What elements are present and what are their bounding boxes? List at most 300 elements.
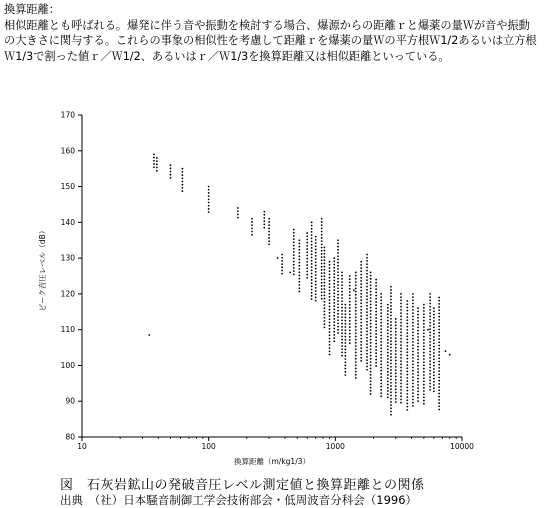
data-point bbox=[349, 288, 351, 290]
data-point bbox=[406, 348, 408, 350]
data-point bbox=[406, 393, 408, 395]
data-point bbox=[360, 350, 362, 352]
data-point bbox=[170, 171, 172, 173]
data-point bbox=[337, 275, 339, 277]
data-point bbox=[380, 322, 382, 324]
data-point bbox=[311, 244, 313, 246]
data-point bbox=[311, 289, 313, 291]
data-point bbox=[395, 398, 397, 400]
data-point bbox=[349, 314, 351, 316]
data-point bbox=[156, 167, 158, 169]
data-point bbox=[390, 375, 392, 377]
data-point bbox=[321, 256, 323, 258]
data-point bbox=[387, 361, 389, 363]
data-point bbox=[208, 205, 210, 207]
data-point bbox=[429, 306, 431, 308]
data-point bbox=[387, 326, 389, 328]
data-point bbox=[360, 302, 362, 304]
data-point bbox=[268, 234, 270, 236]
data-point bbox=[306, 248, 308, 250]
data-point bbox=[390, 343, 392, 345]
data-point bbox=[329, 302, 331, 304]
data-point bbox=[406, 355, 408, 357]
data-point bbox=[329, 264, 331, 266]
data-point bbox=[324, 282, 326, 284]
data-point bbox=[370, 361, 372, 363]
data-point bbox=[329, 283, 331, 285]
y-tick-label: 100 bbox=[60, 360, 75, 370]
data-point bbox=[298, 255, 300, 257]
data-point bbox=[433, 343, 435, 345]
data-point bbox=[412, 370, 414, 372]
data-point bbox=[315, 252, 317, 254]
data-point bbox=[438, 309, 440, 311]
data-point bbox=[429, 357, 431, 359]
data-point bbox=[423, 333, 425, 335]
data-point bbox=[433, 346, 435, 348]
data-point bbox=[406, 300, 408, 302]
data-point bbox=[400, 360, 402, 362]
data-point bbox=[417, 384, 419, 386]
data-point bbox=[380, 299, 382, 301]
data-point bbox=[380, 392, 382, 394]
data-point bbox=[417, 378, 419, 380]
data-point bbox=[433, 352, 435, 354]
data-point bbox=[412, 341, 414, 343]
data-point bbox=[400, 338, 402, 340]
data-point bbox=[375, 336, 377, 338]
data-point bbox=[387, 345, 389, 347]
data-point bbox=[321, 266, 323, 268]
data-point bbox=[298, 268, 300, 270]
data-point bbox=[349, 339, 351, 341]
data-point bbox=[311, 285, 313, 287]
data-point bbox=[429, 315, 431, 317]
data-point bbox=[366, 298, 368, 300]
data-point bbox=[429, 296, 431, 298]
data-point bbox=[324, 266, 326, 268]
data-point bbox=[153, 153, 155, 155]
data-point bbox=[387, 336, 389, 338]
data-point bbox=[329, 334, 331, 336]
x-tick-label: 100 bbox=[201, 442, 216, 451]
data-point bbox=[341, 355, 343, 357]
definition-line-1: 相似距離とも呼ばれる。爆発に伴う音や振動を検討する場合、爆源からの距離ｒと爆薬の量Ｗが音や振動 bbox=[4, 18, 530, 32]
data-point bbox=[355, 371, 357, 373]
data-point bbox=[417, 330, 419, 332]
data-point bbox=[406, 316, 408, 318]
data-point bbox=[355, 300, 357, 302]
data-point bbox=[333, 305, 335, 307]
data-point bbox=[366, 257, 368, 259]
data-point bbox=[423, 336, 425, 338]
data-point bbox=[390, 385, 392, 387]
data-point bbox=[380, 376, 382, 378]
data-point bbox=[360, 267, 362, 269]
data-point bbox=[390, 359, 392, 361]
data-point bbox=[406, 339, 408, 341]
data-point bbox=[355, 284, 357, 286]
data-point bbox=[337, 326, 339, 328]
data-point bbox=[390, 286, 392, 288]
data-point bbox=[370, 310, 372, 312]
data-point bbox=[306, 261, 308, 263]
y-axis-label: ピーク音圧レベル（dB） bbox=[38, 226, 47, 312]
data-point bbox=[375, 327, 377, 329]
data-point bbox=[181, 171, 183, 173]
data-point bbox=[387, 317, 389, 319]
data-point bbox=[412, 405, 414, 407]
data-point bbox=[329, 350, 331, 352]
data-point bbox=[341, 284, 343, 286]
data-point bbox=[324, 285, 326, 287]
data-point bbox=[355, 323, 357, 325]
data-point bbox=[281, 254, 283, 256]
data-point bbox=[370, 336, 372, 338]
data-point bbox=[321, 234, 323, 236]
data-point bbox=[400, 296, 402, 298]
data-point bbox=[315, 274, 317, 276]
data-point bbox=[366, 302, 368, 304]
data-point bbox=[390, 340, 392, 342]
data-point bbox=[355, 310, 357, 312]
data-point bbox=[406, 383, 408, 385]
data-point bbox=[156, 160, 158, 162]
data-point bbox=[400, 367, 402, 369]
data-point bbox=[400, 306, 402, 308]
data-point bbox=[311, 253, 313, 255]
data-point bbox=[417, 368, 419, 370]
data-point bbox=[315, 236, 317, 238]
y-tick-label: 140 bbox=[60, 217, 75, 227]
data-point bbox=[321, 237, 323, 239]
data-point bbox=[315, 277, 317, 279]
data-point bbox=[445, 350, 447, 352]
data-point bbox=[333, 286, 335, 288]
data-point bbox=[423, 361, 425, 363]
data-point bbox=[355, 320, 357, 322]
data-point bbox=[344, 320, 346, 322]
data-point bbox=[406, 335, 408, 337]
data-point bbox=[433, 378, 435, 380]
data-point bbox=[433, 384, 435, 386]
data-point bbox=[366, 308, 368, 310]
data-point bbox=[406, 313, 408, 315]
data-point bbox=[366, 356, 368, 358]
data-point bbox=[311, 247, 313, 249]
data-point bbox=[324, 320, 326, 322]
data-point bbox=[349, 333, 351, 335]
data-point bbox=[344, 333, 346, 335]
data-point bbox=[333, 289, 335, 291]
data-point bbox=[333, 280, 335, 282]
data-point bbox=[387, 397, 389, 399]
data-point bbox=[315, 239, 317, 241]
data-point bbox=[438, 316, 440, 318]
data-point bbox=[321, 253, 323, 255]
data-point bbox=[321, 221, 323, 223]
data-point bbox=[395, 356, 397, 358]
data-point bbox=[311, 228, 313, 230]
data-point bbox=[417, 323, 419, 325]
data-point bbox=[237, 217, 239, 219]
data-point bbox=[370, 345, 372, 347]
data-point bbox=[390, 289, 392, 291]
data-point bbox=[449, 354, 451, 356]
data-point bbox=[268, 221, 270, 223]
data-point bbox=[400, 354, 402, 356]
data-point bbox=[375, 304, 377, 306]
data-point bbox=[329, 267, 331, 269]
data-point bbox=[390, 363, 392, 365]
data-point bbox=[170, 174, 172, 176]
data-point bbox=[360, 264, 362, 266]
data-point bbox=[429, 360, 431, 362]
data-point bbox=[390, 356, 392, 358]
data-point bbox=[263, 211, 265, 213]
data-point bbox=[390, 353, 392, 355]
data-point bbox=[390, 302, 392, 304]
data-point bbox=[344, 336, 346, 338]
data-point bbox=[333, 270, 335, 272]
data-point bbox=[344, 355, 346, 357]
data-point bbox=[412, 351, 414, 353]
data-point bbox=[390, 337, 392, 339]
data-point bbox=[380, 347, 382, 349]
data-point bbox=[433, 391, 435, 393]
data-point bbox=[360, 334, 362, 336]
data-point bbox=[406, 310, 408, 312]
data-point bbox=[337, 287, 339, 289]
data-point bbox=[355, 294, 357, 296]
data-point bbox=[355, 291, 357, 293]
data-point bbox=[406, 326, 408, 328]
data-point bbox=[380, 357, 382, 359]
data-point bbox=[395, 360, 397, 362]
data-point bbox=[400, 386, 402, 388]
data-point bbox=[380, 363, 382, 365]
data-point bbox=[400, 341, 402, 343]
data-point bbox=[370, 294, 372, 296]
data-point bbox=[333, 328, 335, 330]
data-point bbox=[417, 355, 419, 357]
data-point bbox=[400, 344, 402, 346]
data-point bbox=[380, 386, 382, 388]
data-point bbox=[349, 294, 351, 296]
data-point bbox=[333, 260, 335, 262]
data-point bbox=[433, 320, 435, 322]
data-point bbox=[412, 296, 414, 298]
data-point bbox=[341, 291, 343, 293]
data-point bbox=[341, 281, 343, 283]
data-point bbox=[333, 312, 335, 314]
data-point bbox=[324, 269, 326, 271]
data-point bbox=[417, 381, 419, 383]
data-point bbox=[341, 300, 343, 302]
chart-svg bbox=[0, 105, 557, 475]
data-point bbox=[370, 339, 372, 341]
data-point bbox=[390, 411, 392, 413]
data-point bbox=[417, 336, 419, 338]
data-point bbox=[406, 406, 408, 408]
data-point bbox=[370, 316, 372, 318]
data-point bbox=[412, 306, 414, 308]
data-point bbox=[370, 329, 372, 331]
data-point bbox=[412, 376, 414, 378]
data-point bbox=[433, 307, 435, 309]
data-point bbox=[329, 290, 331, 292]
data-point bbox=[387, 349, 389, 351]
data-point bbox=[311, 225, 313, 227]
data-point bbox=[148, 334, 150, 336]
data-point bbox=[306, 258, 308, 260]
data-point bbox=[423, 304, 425, 306]
data-point bbox=[390, 292, 392, 294]
data-point bbox=[306, 277, 308, 279]
data-point bbox=[360, 270, 362, 272]
data-point bbox=[423, 320, 425, 322]
data-point bbox=[360, 331, 362, 333]
data-point bbox=[438, 351, 440, 353]
data-point bbox=[181, 177, 183, 179]
data-point bbox=[423, 397, 425, 399]
data-point bbox=[344, 329, 346, 331]
data-point bbox=[438, 335, 440, 337]
data-point bbox=[387, 329, 389, 331]
data-point bbox=[360, 286, 362, 288]
data-point bbox=[324, 256, 326, 258]
data-point bbox=[366, 260, 368, 262]
data-point bbox=[344, 361, 346, 363]
data-point bbox=[380, 389, 382, 391]
data-point bbox=[324, 253, 326, 255]
data-point bbox=[438, 367, 440, 369]
data-point bbox=[293, 235, 295, 237]
data-point bbox=[380, 360, 382, 362]
data-point bbox=[360, 318, 362, 320]
data-point bbox=[423, 355, 425, 357]
data-point bbox=[406, 374, 408, 376]
data-point bbox=[366, 346, 368, 348]
data-point bbox=[400, 312, 402, 314]
data-point bbox=[438, 338, 440, 340]
data-point bbox=[406, 345, 408, 347]
data-point bbox=[433, 336, 435, 338]
data-point bbox=[251, 231, 253, 233]
data-point bbox=[406, 409, 408, 411]
data-point bbox=[366, 353, 368, 355]
data-point bbox=[311, 234, 313, 236]
data-point bbox=[360, 299, 362, 301]
data-point bbox=[390, 382, 392, 384]
data-point bbox=[400, 351, 402, 353]
data-point bbox=[321, 259, 323, 261]
data-point bbox=[311, 260, 313, 262]
data-point bbox=[349, 285, 351, 287]
data-point bbox=[337, 239, 339, 241]
data-point bbox=[400, 389, 402, 391]
data-point bbox=[315, 287, 317, 289]
data-point bbox=[306, 235, 308, 237]
data-point bbox=[395, 366, 397, 368]
data-point bbox=[406, 377, 408, 379]
data-point bbox=[375, 359, 377, 361]
data-point bbox=[337, 294, 339, 296]
data-point bbox=[360, 315, 362, 317]
data-point bbox=[324, 291, 326, 293]
data-point bbox=[406, 361, 408, 363]
data-point bbox=[349, 275, 351, 277]
data-point bbox=[341, 345, 343, 347]
data-point bbox=[329, 325, 331, 327]
data-point bbox=[360, 338, 362, 340]
data-point bbox=[366, 305, 368, 307]
data-point bbox=[387, 339, 389, 341]
data-point bbox=[298, 252, 300, 254]
data-point bbox=[337, 291, 339, 293]
data-point bbox=[355, 288, 357, 290]
data-point bbox=[341, 348, 343, 350]
data-point bbox=[333, 308, 335, 310]
data-point bbox=[438, 361, 440, 363]
data-point bbox=[360, 296, 362, 298]
data-point bbox=[390, 327, 392, 329]
data-point bbox=[390, 324, 392, 326]
data-point bbox=[417, 391, 419, 393]
data-point bbox=[438, 399, 440, 401]
data-point bbox=[395, 392, 397, 394]
data-point bbox=[341, 352, 343, 354]
data-point bbox=[237, 210, 239, 212]
data-point bbox=[293, 248, 295, 250]
data-point bbox=[438, 373, 440, 375]
data-point bbox=[315, 265, 317, 267]
data-point bbox=[324, 314, 326, 316]
data-point bbox=[423, 387, 425, 389]
data-point bbox=[293, 273, 295, 275]
data-point bbox=[321, 247, 323, 249]
data-point bbox=[355, 275, 357, 277]
data-point bbox=[321, 272, 323, 274]
data-point bbox=[360, 274, 362, 276]
data-point bbox=[237, 207, 239, 209]
data-point bbox=[329, 296, 331, 298]
data-point bbox=[412, 347, 414, 349]
x-tick-label: 10000 bbox=[450, 442, 474, 451]
data-point bbox=[395, 388, 397, 390]
data-point bbox=[380, 335, 382, 337]
data-point bbox=[380, 293, 382, 295]
data-point bbox=[433, 339, 435, 341]
data-point bbox=[181, 174, 183, 176]
data-point bbox=[170, 167, 172, 169]
data-point bbox=[370, 281, 372, 283]
data-point bbox=[306, 232, 308, 234]
data-point bbox=[337, 249, 339, 251]
data-point bbox=[344, 317, 346, 319]
data-point bbox=[366, 340, 368, 342]
data-point bbox=[438, 329, 440, 331]
data-point bbox=[298, 265, 300, 267]
data-point bbox=[360, 328, 362, 330]
data-point bbox=[438, 325, 440, 327]
data-point bbox=[321, 291, 323, 293]
data-point bbox=[412, 299, 414, 301]
data-point bbox=[315, 261, 317, 263]
data-point bbox=[324, 262, 326, 264]
data-point bbox=[406, 303, 408, 305]
data-point bbox=[344, 371, 346, 373]
